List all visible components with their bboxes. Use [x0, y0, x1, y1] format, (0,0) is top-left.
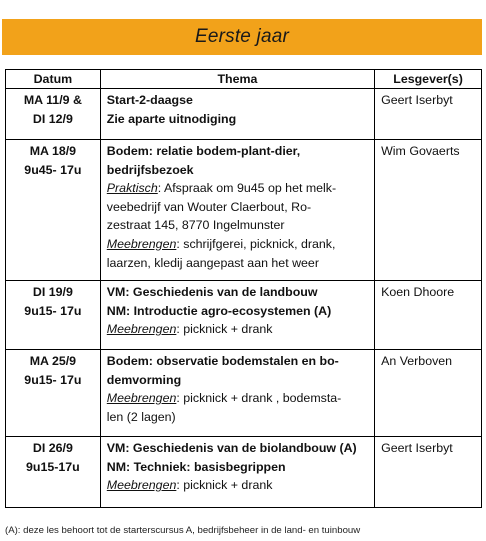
date-line: 9u45- 17u: [24, 162, 82, 177]
theme-title: Start-2-daagse: [106, 93, 193, 107]
date-cell: [6, 89, 101, 140]
bring-note: [107, 476, 370, 495]
date-cell: [6, 281, 101, 350]
theme-title: demvorming: [106, 372, 182, 387]
theme-title: Bodem: relatie bodem-plant-dier,: [106, 144, 301, 158]
table-row: [6, 89, 482, 140]
page-title: Eerste jaar: [194, 26, 290, 47]
bring-text: : picknick + drank: [176, 322, 273, 337]
practical-text: veebedrijf van Wouter Claerbout, Ro-: [106, 199, 312, 214]
date-cell: [6, 437, 101, 508]
schedule-table: [5, 69, 482, 508]
date-line: DI 12/9: [32, 111, 73, 126]
theme-cell: [100, 437, 374, 508]
practical-label: Praktisch: [106, 181, 158, 196]
date-line: 9u15- 17u: [24, 372, 82, 387]
column-header-teacher: Lesgever(s): [375, 70, 482, 89]
theme-cell: [100, 89, 374, 140]
bring-note: [107, 320, 370, 339]
table-row: [6, 437, 482, 508]
title-banner: [2, 19, 482, 55]
bring-note: [107, 235, 370, 254]
bring-text: : picknick + drank: [176, 478, 273, 493]
table-header-row: [6, 70, 482, 89]
theme-title: Bodem: observatie bodemstalen en bo-: [106, 354, 339, 368]
practical-text: zestraat 145, 8770 Ingelmunster: [106, 218, 285, 233]
footnote: (A): deze les behoort tot de starterscursus A, bedrijfsbeheer in de land- en tuinbouw: [5, 525, 361, 536]
date-cell: [6, 140, 101, 281]
practical-text: : Afspraak om 9u45 op het melk-: [157, 181, 337, 196]
bring-text: : picknick + drank , bodemsta-: [176, 391, 342, 406]
date-line: MA 11/9 &: [23, 93, 82, 107]
date-line: MA 25/9: [29, 354, 77, 368]
date-cell: [6, 350, 101, 437]
theme-title: VM: Geschiedenis van de landbouw: [106, 285, 318, 299]
theme-title: Zie aparte uitnodiging: [106, 111, 237, 126]
theme-title: NM: Introductie agro-ecosystemen (A): [106, 303, 332, 318]
bring-text: : schrijfgerei, picknick, drank,: [176, 236, 336, 251]
teacher-cell: Koen Dhoore: [375, 281, 482, 350]
date-line: 9u15-17u: [26, 459, 80, 474]
bring-label: Meebrengen: [106, 391, 177, 406]
theme-title: VM: Geschiedenis van de biolandbouw (A): [106, 441, 357, 455]
date-line: DI 26/9: [32, 441, 73, 455]
theme-cell: [100, 281, 374, 350]
date-line: DI 19/9: [32, 285, 73, 299]
date-line: MA 18/9: [29, 144, 77, 158]
bring-note: [107, 389, 370, 408]
theme-cell: [100, 350, 374, 437]
theme-cell: [100, 140, 374, 281]
column-header-theme: Thema: [100, 70, 374, 89]
table-row: [6, 281, 482, 350]
bring-text: len (2 lagen): [106, 409, 176, 424]
bring-text: laarzen, kledij aangepast aan het weer: [106, 255, 319, 270]
practical-note: [107, 179, 370, 198]
theme-title: bedrijfsbezoek: [106, 162, 194, 177]
teacher-cell: Wim Govaerts: [375, 140, 482, 281]
teacher-cell: Geert Iserbyt: [375, 437, 482, 508]
table-row: [6, 350, 482, 437]
teacher-cell: Geert Iserbyt: [375, 89, 482, 140]
bring-label: Meebrengen: [106, 236, 177, 251]
table-row: [6, 140, 482, 281]
date-line: 9u15- 17u: [24, 303, 82, 318]
bring-label: Meebrengen: [106, 478, 177, 493]
bring-label: Meebrengen: [106, 322, 177, 337]
theme-title: NM: Techniek: basisbegrippen: [106, 459, 286, 474]
column-header-date: Datum: [6, 70, 101, 89]
teacher-cell: An Verboven: [375, 350, 482, 437]
